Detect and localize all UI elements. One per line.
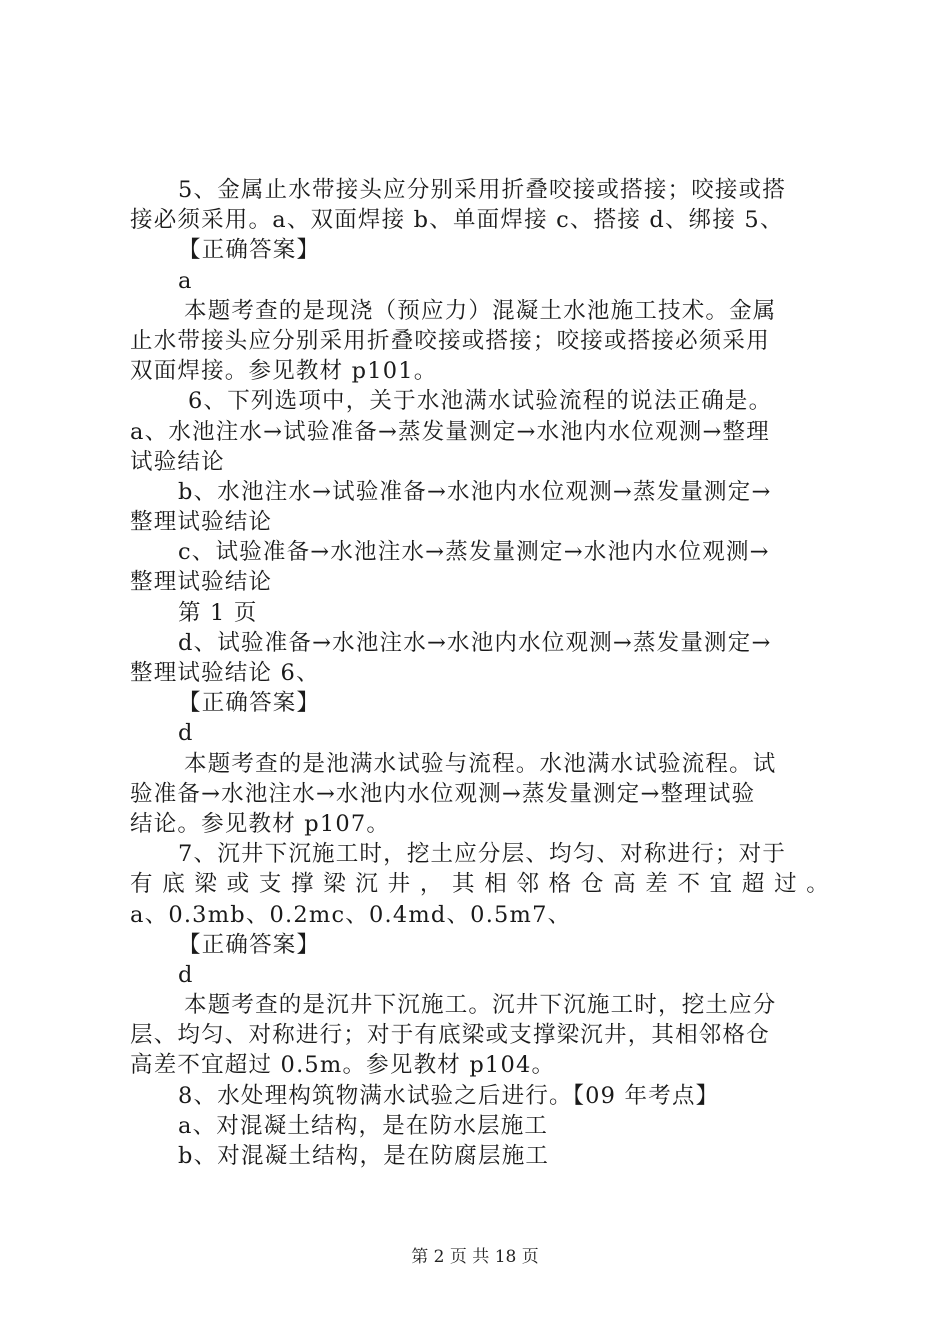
answer-value: a [178,267,193,294]
text-line: b、水池注水→试验准备→水池内水位观测→蒸发量测定→ [178,478,772,505]
text-line: b、对混凝土结构，是在防腐层施工 [178,1143,550,1169]
text-line: 试验结论 [130,448,225,475]
text-line: a、水池注水→试验准备→蒸发量测定→水池内水位观测→整理 [130,418,770,445]
text-line: 8、水处理构筑物满水试验之后进行。【09 年考点】 [178,1082,720,1109]
document-body [130,175,830,1171]
text-line: 本题考查的是池满水试验与流程。水池满水试验流程。试 [184,750,777,777]
text-line: 本题考查的是沉井下沉施工。沉井下沉施工时，挖土应分 [184,992,777,1019]
text-line: 验准备→水池注水→水池内水位观测→蒸发量测定→整理试验 [130,780,756,807]
answer-heading: 【正确答案】 [178,931,321,958]
text-line: 止水带接头应分别采用折叠咬接或搭接；咬接或搭接必须采用 [130,327,770,354]
text-line: 有底梁或支撑梁沉井，其相邻格仓高差不宜超过。 [130,871,830,898]
text-line: 7、沉井下沉施工时，挖土应分层、均匀、对称进行；对于 [178,841,787,868]
text-line: 层、均匀、对称进行；对于有底梁或支撑梁沉井，其相邻格仓 [130,1022,770,1049]
text-line: 6、下列选项中，关于水池满水试验流程的说法正确是。 [188,388,773,415]
text-line: d、试验准备→水池注水→水池内水位观测→蒸发量测定→ [178,629,772,656]
answer-value: d [178,720,194,747]
inline-page-marker: 第 1 页 [178,599,258,626]
text-line: 高差不宜超过 0.5m。参见教材 p104。 [130,1052,556,1079]
text-line: a、对混凝土结构，是在防水层施工 [178,1112,549,1139]
text-line: 接必须采用。a、双面焊接 b、单面焊接 c、搭接 d、绑接 5、 [130,207,784,234]
answer-heading: 【正确答案】 [178,690,321,717]
text-line: 双面焊接。参见教材 p101。 [130,358,438,385]
text-line: 本题考查的是现浇（预应力）混凝土水池施工技术。金属 [184,297,777,324]
text-line: 整理试验结论 6、 [130,660,320,686]
answer-value: d [178,961,194,988]
answer-heading: 【正确答案】 [178,237,321,264]
text-line: 结论。参见教材 p107。 [130,810,391,837]
text-line: a、0.3mb、0.2mc、0.4md、0.5m7、 [130,901,572,928]
text-line: c、试验准备→水池注水→蒸发量测定→水池内水位观测→ [178,539,770,566]
text-line: 5、金属止水带接头应分别采用折叠咬接或搭接；咬接或搭 [178,177,787,203]
text-line: 整理试验结论 [130,509,273,536]
page-footer: 第 2 页 共 18 页 [411,1247,539,1267]
text-line: 整理试验结论 [130,569,273,596]
